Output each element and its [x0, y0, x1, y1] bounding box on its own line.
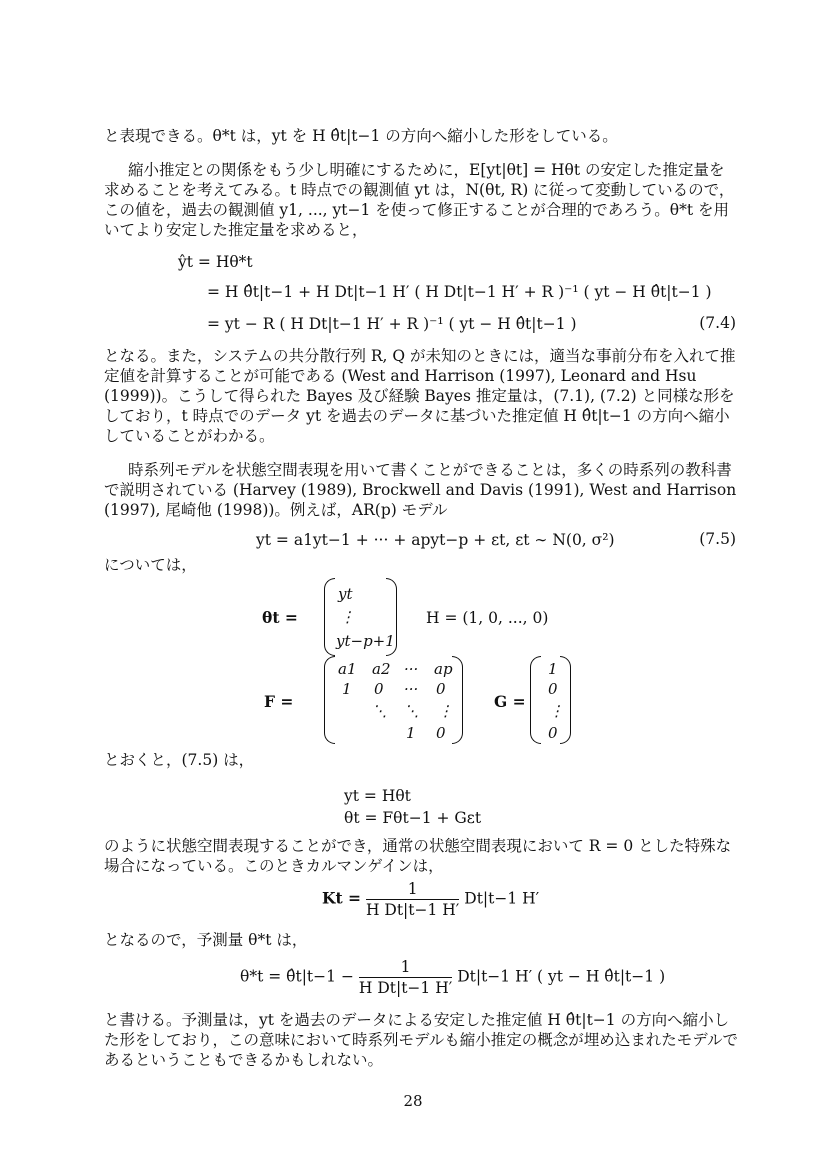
- kalman-gain-lhs: Kt =: [322, 888, 362, 908]
- theta-bracket-right: [386, 578, 397, 656]
- predictor-numerator: 1: [359, 958, 452, 978]
- eq74-line2: = H θ̂t|t−1 + H Dt|t−1 H′ ( H Dt|t−1 H′ + R )⁻¹ ( yt − H θ̂t|t−1 ): [207, 283, 712, 301]
- predictor-lhs: θ*t = θ̂t|t−1 −: [240, 967, 354, 986]
- theta-lhs: θt =: [262, 608, 298, 627]
- F-44: 0: [436, 724, 446, 742]
- eq74-line1: ŷt = Hθ*t: [178, 253, 253, 271]
- F-32: ⋱: [372, 702, 387, 720]
- paragraph-8: となるので，予測量 θ*t は，: [104, 931, 308, 949]
- paragraph-1: と表現できる。θ*t は，yt を H θ̂t|t−1 の方向へ縮小した形をしている。: [104, 127, 618, 145]
- kalman-gain-rhs: Dt|t−1 H′: [464, 889, 540, 908]
- paragraph-3: となる。また，システムの共分散行列 R, Q が未知のときには，適当な事前分布を入れて推定値を計算することが可能である (West and Harrison (1997), Leonard and Hsu (1999))。こうして得られた Bayes 及び経験 Bayes 推定量は，(7.1), (7.2) と同様な形をしており，t 時点でのデータ yt を過去のデータに基づいた推定値 H θ̂t|t−1 の方向へ縮小していることがわかる。: [104, 347, 736, 445]
- F-13: ···: [404, 660, 419, 678]
- paragraph-9: と書ける。予測量は，yt を過去のデータによる安定した推定値 H θ̂t|t−1 の方向へ縮小した形をしており，この意味において時系列モデルも縮小推定の概念が埋め込まれたモデルであるということもできるかもしれない。: [104, 1011, 738, 1069]
- eq74-number: (7.4): [699, 314, 736, 332]
- predictor-eq: [240, 958, 665, 997]
- F-bracket-right: [452, 656, 463, 744]
- F-11: a1: [338, 660, 357, 678]
- eq75: yt = a1yt−1 + ··· + apyt−p + εt, εt ∼ N(0, σ²): [256, 531, 615, 549]
- F-24: 0: [436, 680, 446, 698]
- kalman-gain-eq: [322, 880, 539, 919]
- theta-bracket-left: [324, 578, 335, 656]
- F-bracket-left: [324, 656, 335, 744]
- kalman-gain-numerator: 1: [366, 880, 459, 900]
- G-bracket-right: [560, 656, 571, 744]
- F-22: 0: [374, 680, 384, 698]
- eq75-number: (7.5): [699, 530, 736, 548]
- G-1: 1: [548, 660, 558, 678]
- F-21: 1: [342, 680, 352, 698]
- G-2: 0: [548, 680, 558, 698]
- theta-vec-3: yt−p+1: [336, 632, 395, 650]
- F-34: ⋮: [438, 702, 453, 720]
- G-lhs: G =: [494, 692, 526, 711]
- F-33: ⋱: [404, 702, 419, 720]
- theta-vec-2: ⋮: [340, 608, 355, 626]
- theta-vec-1: yt: [338, 585, 353, 603]
- paragraph-2: 縮小推定との関係をもう少し明確にするために，E[yt|θt] = Hθt の安定した推定量を求めることを考えてみる。t 時点での観測値 yt は，N(θt, R) に従って変動しているので，この値を，過去の観測値 y1, ..., yt−1 を使って修正することが合理的であろう。θ*t を用いてより安定した推定量を求めると，: [104, 161, 735, 239]
- G-4: 0: [548, 724, 558, 742]
- F-23: ···: [404, 680, 419, 698]
- G-bracket-left: [530, 656, 541, 744]
- G-3: ⋮: [549, 702, 564, 720]
- kalman-gain-fraction: [366, 880, 459, 919]
- F-12: a2: [372, 660, 391, 678]
- F-lhs: F =: [264, 692, 294, 711]
- eq74-line3: = yt − R ( H Dt|t−1 H′ + R )⁻¹ ( yt − H θ̂t|t−1 ): [207, 315, 577, 333]
- paragraph-6: とおくと，(7.5) は，: [104, 751, 255, 769]
- predictor-rhs: Dt|t−1 H′ ( yt − H θ̂t|t−1 ): [457, 967, 666, 986]
- state-space-eq1: yt = Hθt: [344, 787, 411, 805]
- paragraph-4: 時系列モデルを状態空間表現を用いて書くことができることは，多くの時系列の教科書で説明されている (Harvey (1989), Brockwell and Davis (1991), West and Harrison (1997), 尾崎他 (1998))。例えば，AR(p) モデル: [104, 461, 737, 519]
- F-43: 1: [406, 724, 416, 742]
- paragraph-7: のように状態空間表現することができ，通常の状態空間表現において R = 0 とした特殊な場合になっている。このときカルマンゲインは，: [104, 837, 732, 875]
- F-14: ap: [434, 660, 453, 678]
- state-space-eq2: θt = Fθt−1 + Gεt: [344, 809, 482, 827]
- paragraph-5: については，: [104, 556, 197, 574]
- predictor-fraction: [359, 958, 452, 997]
- H-definition: H = (1, 0, ..., 0): [426, 609, 549, 627]
- page-number: 28: [403, 1092, 423, 1110]
- kalman-gain-denominator: H Dt|t−1 H′: [365, 901, 460, 919]
- predictor-denominator: H Dt|t−1 H′: [358, 979, 453, 997]
